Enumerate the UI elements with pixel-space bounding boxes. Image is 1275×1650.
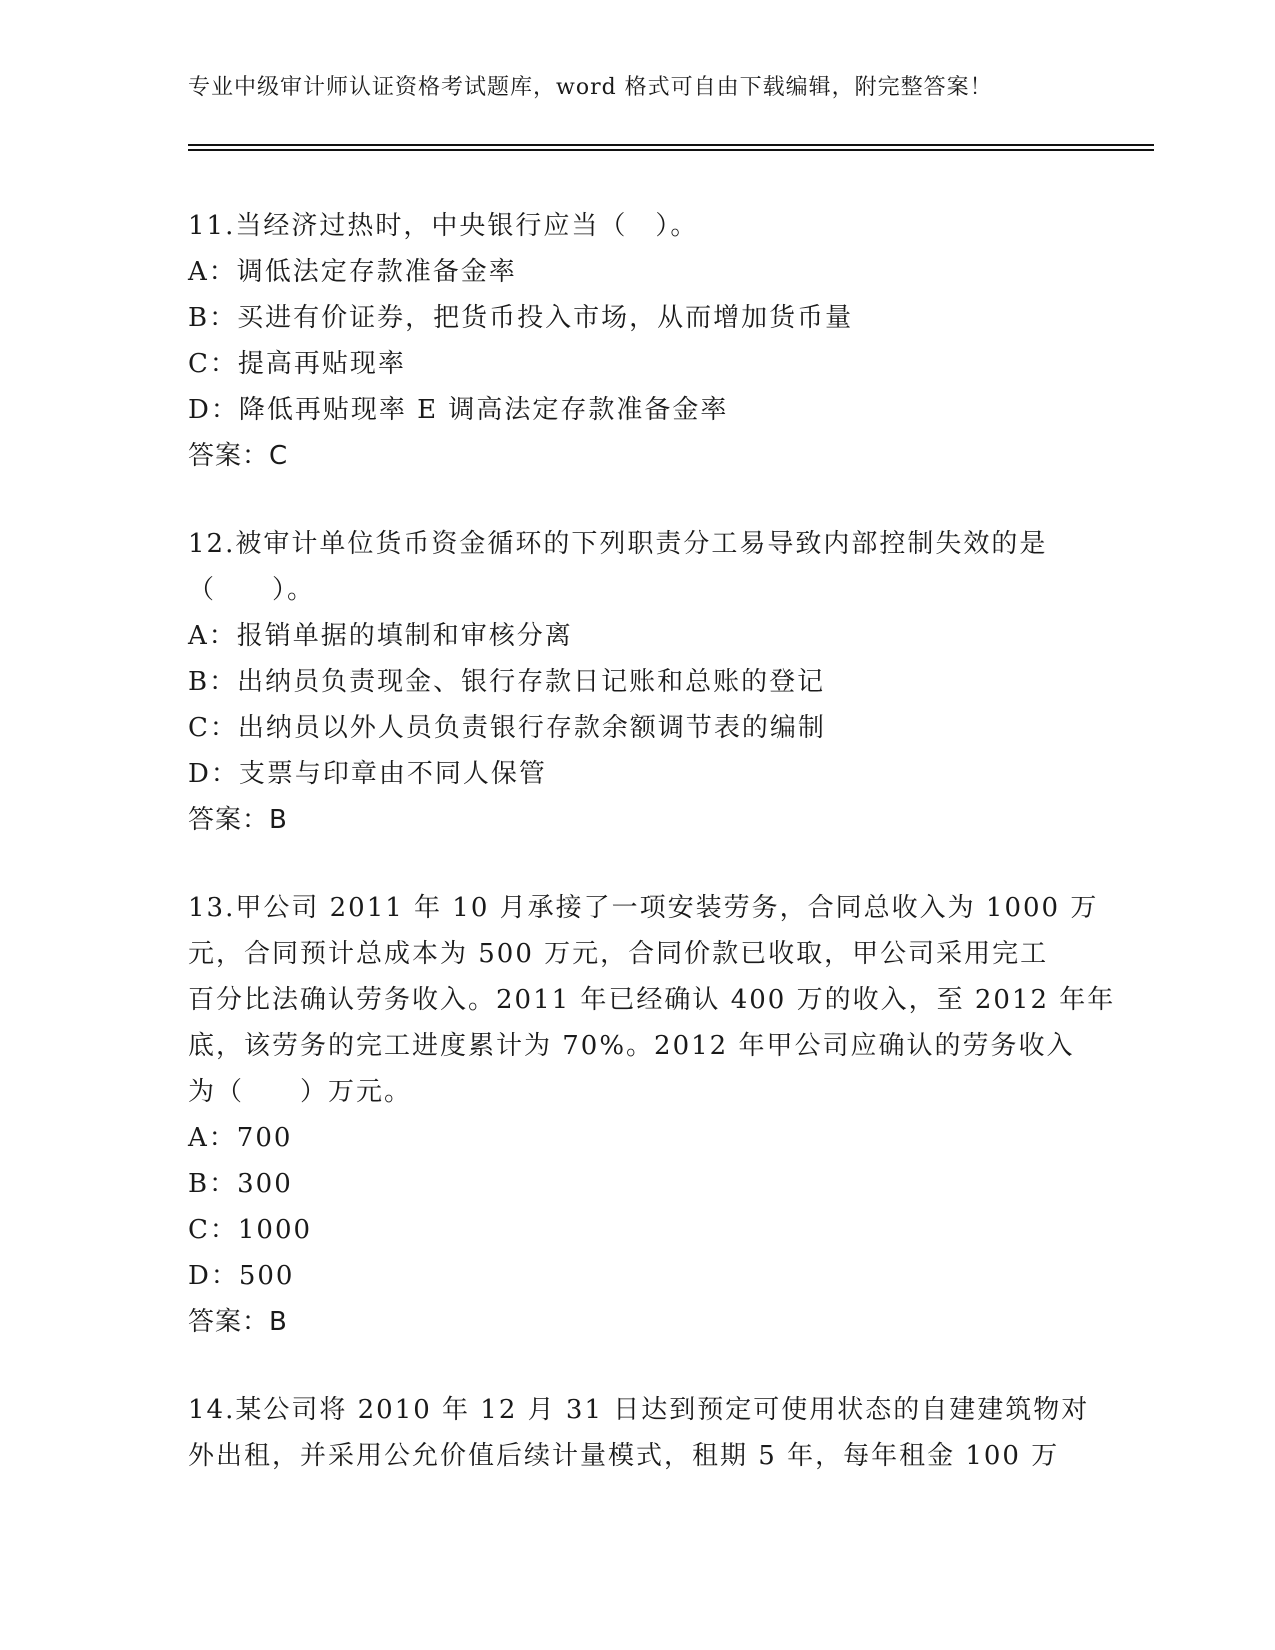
page-header: 专业中级审计师认证资格考试题库，word 格式可自由下载编辑，附完整答案！ — [188, 75, 993, 100]
option-a: A：报销单据的填制和审核分离 — [188, 621, 573, 651]
answer: 答案：B — [188, 805, 288, 835]
question-stem — [188, 1387, 1088, 1479]
answer: 答案：B — [188, 1307, 288, 1337]
option-a: A：700 — [188, 1123, 293, 1153]
question-11 — [188, 203, 1088, 479]
option-d: D：降低再贴现率 E 调高法定存款准备金率 — [188, 395, 729, 425]
option-b: B：300 — [188, 1169, 293, 1199]
header-double-rule — [188, 144, 1154, 146]
option-c: C：提高再贴现率 — [188, 349, 406, 379]
option-b: B：买进有价证券，把货币投入市场，从而增加货币量 — [188, 303, 854, 333]
question-12 — [188, 521, 1088, 843]
stem-line: （ ）。 — [188, 575, 316, 605]
stem-line: 底，该劳务的完工进度累计为 70%。2012 年甲公司应确认的劳务收入 — [188, 1031, 1075, 1061]
answer: 答案：C — [188, 441, 289, 471]
option-c: C：1000 — [188, 1215, 313, 1245]
stem-line: 13.甲公司 2011 年 10 月承接了一项安装劳务，合同总收入为 1000 万 — [188, 893, 1099, 923]
stem-line: 元，合同预计总成本为 500 万元，合同价款已收取，甲公司采用完工 — [188, 939, 1049, 969]
stem-line: 12.被审计单位货币资金循环的下列职责分工易导致内部控制失效的是 — [188, 529, 1048, 559]
question-stem — [188, 521, 1088, 613]
option-b: B：出纳员负责现金、银行存款日记账和总账的登记 — [188, 667, 826, 697]
question-14 — [188, 1387, 1088, 1479]
stem-line: 11.当经济过热时，中央银行应当（ ）。 — [188, 211, 699, 241]
question-13 — [188, 885, 1116, 1345]
stem-line: 为（ ）万元。 — [188, 1077, 413, 1107]
stem-line: 14.某公司将 2010 年 12 月 31 日达到预定可使用状态的自建建筑物对 — [188, 1395, 1090, 1425]
option-d: D：支票与印章由不同人保管 — [188, 759, 547, 789]
option-a: A：调低法定存款准备金率 — [188, 257, 517, 287]
stem-line: 百分比法确认劳务收入。2011 年已经确认 400 万的收入，至 2012 年年 — [188, 985, 1116, 1015]
stem-line: 外出租，并采用公允价值后续计量模式，租期 5 年，每年租金 100 万 — [188, 1441, 1060, 1471]
question-list — [188, 203, 1116, 1521]
question-stem — [188, 203, 1088, 249]
option-c: C：出纳员以外人员负责银行存款余额调节表的编制 — [188, 713, 826, 743]
question-stem — [188, 885, 1116, 1115]
option-d: D：500 — [188, 1261, 295, 1291]
